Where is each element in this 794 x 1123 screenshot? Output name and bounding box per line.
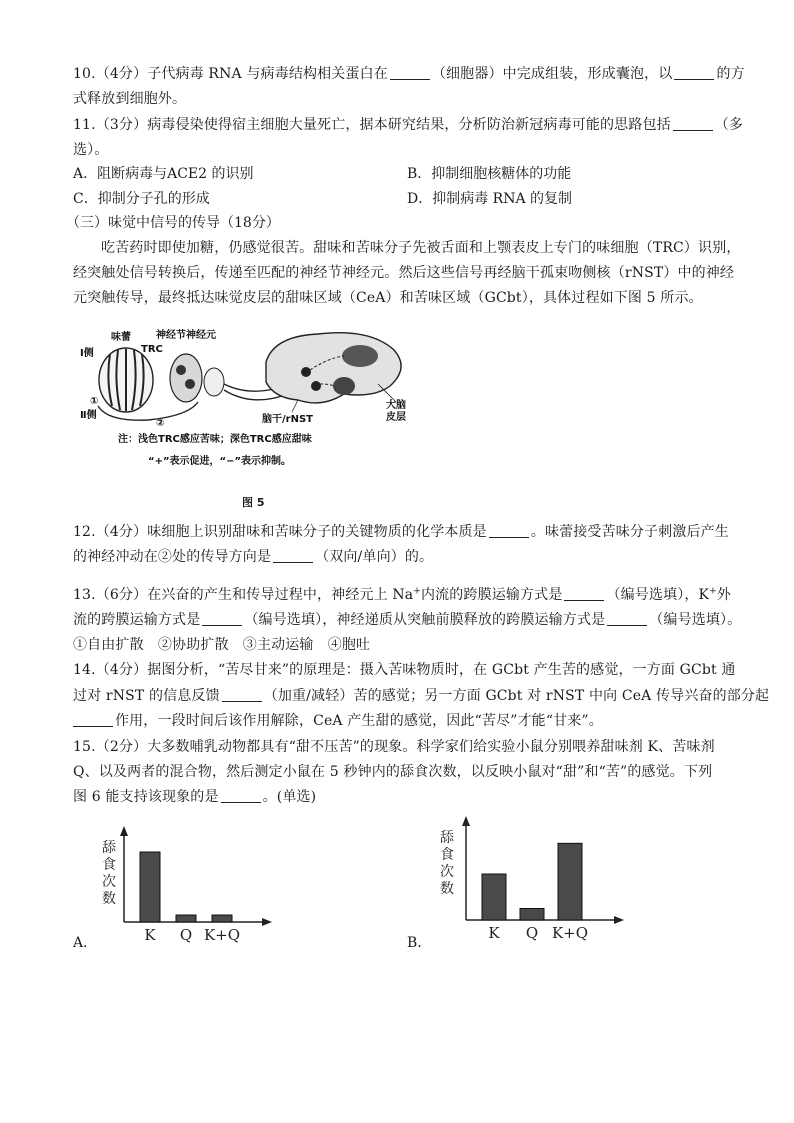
fig5-brain-shape	[266, 333, 401, 403]
fig5-label-trc: TRC	[141, 344, 163, 355]
chart-a-tick-q: Q	[179, 926, 193, 944]
chart-b-y-arrow	[462, 816, 470, 826]
q13-line1	[73, 585, 733, 605]
q12-line1	[73, 522, 733, 542]
q11-option-c: C．抑制分子孔的形成	[73, 191, 210, 207]
q13-text-g: （编号选填）。	[649, 612, 742, 628]
q10-line2: 式释放到细胞外。	[73, 91, 187, 107]
q12-blank-2	[273, 548, 313, 563]
q10-blank-2	[674, 65, 714, 80]
chart-b-tick-q: Q	[525, 924, 539, 942]
fig5-ganglion-node	[204, 368, 224, 396]
chart-a-tick-kplusq: K+Q	[203, 926, 241, 944]
figure-6-chart-b	[430, 812, 630, 952]
fig5-label-ganglion: 神经节神经元	[156, 330, 216, 341]
q14-text-b: （加重/减轻）苦的感觉；另一方面 GCbt 对 rNST 中向 CeA 传导兴奋的部分起	[263, 688, 770, 704]
fig5-label-side1: Ⅰ侧	[80, 348, 94, 359]
q13-blank-1	[564, 586, 604, 601]
fig5-ganglion-dot-2	[185, 379, 195, 389]
fig5-label-cortex-2: 皮层	[386, 412, 406, 423]
fig5-brainstem-leader	[292, 400, 298, 412]
q11-line2: 选）。	[73, 142, 109, 158]
section-3-para-line3: 元突触传导，最终抵达味觉皮层的甜味区域（CeA）和苦味区域（GCbt），具体过程如下图 5 所示。	[73, 290, 703, 306]
fig5-ganglion-dot-1	[176, 365, 186, 375]
q10-text-c: 的方	[716, 66, 745, 82]
section-3-para-line1: 吃苦药时即使加糖，仍感觉很苦。甜味和苦味分子先被舌面和上颚表皮上专门的味细胞（TRC）识别，	[101, 240, 741, 256]
q11-text-a: 11.（3分）病毒侵染使得宿主细胞大量死亡，据本研究结果，分析防治新冠病毒可能的思路包括	[73, 117, 671, 133]
q15-text-a: 图 6 能支持该现象的是	[73, 789, 219, 805]
q14-line2	[73, 686, 770, 706]
chart-b-tick-k: K	[488, 924, 500, 942]
q13-text-b: 内流的跨膜运输方式是	[420, 587, 563, 603]
fig5-ganglion-shape	[170, 354, 202, 402]
q13-text-a: 13.（6分）在兴奋的产生和传导过程中，神经元上 Na	[73, 587, 414, 603]
chart-b-bar-k	[482, 874, 506, 920]
chart-a-ylabel: 舔食次数	[102, 840, 116, 907]
fig5-label-taste-bud: 味蕾	[111, 332, 131, 343]
chart-a-y-arrow	[120, 826, 128, 836]
q12-text-a: 12.（4分）味细胞上识别甜味和苦味分子的关键物质的化学本质是	[73, 524, 487, 540]
chart-b-tick-kplusq: K+Q	[551, 924, 589, 942]
chart-a-x-arrow	[262, 918, 272, 926]
q10-blank-1	[390, 65, 430, 80]
q13-text-f: （编号选填），神经递质从突触前膜释放的跨膜运输方式是	[244, 612, 606, 628]
section-3-title: （三）味觉中信号的传导（18分）	[66, 215, 280, 231]
q12-line2	[73, 547, 733, 567]
q15-option-a-label: A．	[73, 935, 98, 951]
q10-line1	[73, 64, 745, 84]
q11-option-b: B．抑制细胞核糖体的功能	[407, 166, 572, 182]
fig5-label-circle1: ①	[90, 396, 99, 407]
q14-line3	[73, 711, 733, 731]
figure-6-chart-a	[92, 822, 282, 952]
chart-a-bar-kplusq	[212, 915, 232, 922]
q12-text-b: 。味蕾接受苦味分子刺激后产生	[530, 524, 729, 540]
chart-a-tick-k: K	[144, 926, 156, 944]
fig5-rnst-dot-2	[311, 381, 321, 391]
q14-text-c: 作用，一段时间后该作用解除，CeA 产生甜的感觉，因此“苦尽”才能“甘来”。	[115, 713, 603, 729]
q14-line1: 14.（4分）据图分析，“苦尽甘来”的原理是：摄入苦味物质时，在 GCbt 产生苦的感觉，一方面 GCbt 通	[73, 662, 736, 678]
q14-text-a: 过对 rNST 的信息反馈	[73, 688, 220, 704]
q15-line3	[73, 787, 733, 807]
q13-text-e: 流的跨膜运输方式是	[73, 612, 201, 628]
q13-blank-3	[607, 611, 647, 626]
figure-5-caption: 图 5	[242, 496, 265, 509]
figure-5-taste-pathway	[78, 322, 423, 472]
chart-b-x-arrow	[614, 916, 624, 924]
q10-text-b: （细胞器）中完成组装，形成囊泡，以	[431, 66, 673, 82]
q11-blank	[673, 116, 713, 131]
q12-blank-1	[489, 523, 529, 538]
q13-blank-2	[202, 611, 242, 626]
chart-b-bar-kplusq	[558, 843, 582, 920]
fig5-note-line2: “+”表示促进，“−”表示抑制。	[148, 456, 292, 467]
section-3-para-line2: 经突触处信号转换后，传递至匹配的神经节神经元。然后这些信号再经脑干孤束吻侧核（rNST）中的神经	[73, 265, 735, 281]
q10-text-a: 10.（4分）子代病毒 RNA 与病毒结构相关蛋白在	[73, 66, 388, 82]
q11-text-b: （多	[714, 117, 744, 133]
q15-option-b-label: B．	[407, 935, 432, 951]
q12-text-d: （双向/单向）的。	[315, 549, 434, 565]
q15-blank	[221, 788, 261, 803]
q13-na-charge: +	[413, 586, 421, 597]
q13-k-charge: +	[709, 586, 717, 597]
q14-blank-2	[73, 712, 113, 727]
q13-options: ①自由扩散 ②协助扩散 ③主动运输 ④胞吐	[73, 637, 371, 653]
fig5-label-brainstem: 脑干/rNST	[262, 414, 313, 425]
chart-a-bar-k	[140, 852, 160, 922]
q11-line1	[73, 115, 744, 135]
q15-text-b: 。(单选)	[262, 789, 317, 805]
q13-line2	[73, 610, 742, 630]
chart-b-ylabel: 舔食次数	[440, 830, 454, 897]
q12-text-c: 的神经冲动在②处的传导方向是	[73, 549, 272, 565]
q14-blank-1	[222, 687, 262, 702]
q13-text-c: （编号选填），K	[606, 587, 710, 603]
q15-line1: 15.（2分）大多数哺乳动物都具有“甜不压苦”的现象。科学家们给实验小鼠分别喂养甜味剂 K、苦味剂	[73, 739, 715, 755]
fig5-rnst-dot-1	[301, 367, 311, 377]
fig5-cortex-region-1	[342, 345, 378, 367]
fig5-cortex-region-2	[333, 377, 355, 395]
q11-option-a: A．阻断病毒与ACE2 的识别	[73, 166, 254, 182]
fig5-note-line1: 注：浅色TRC感应苦味；深色TRC感应甜味	[118, 434, 312, 445]
q15-line2: Q、以及两者的混合物，然后测定小鼠在 5 秒钟内的舔食次数，以反映小鼠对“甜”和“苦”的感觉。下列	[73, 764, 713, 780]
fig5-label-circle2: ②	[156, 418, 165, 429]
q11-option-d: D．抑制病毒 RNA 的复制	[407, 191, 573, 207]
chart-b-bar-q	[520, 909, 544, 921]
q13-text-d: 外	[716, 587, 732, 603]
fig5-label-side2: Ⅱ侧	[80, 410, 97, 421]
chart-a-bar-q	[176, 915, 196, 922]
fig5-label-cortex-1: 大脑	[386, 400, 406, 411]
